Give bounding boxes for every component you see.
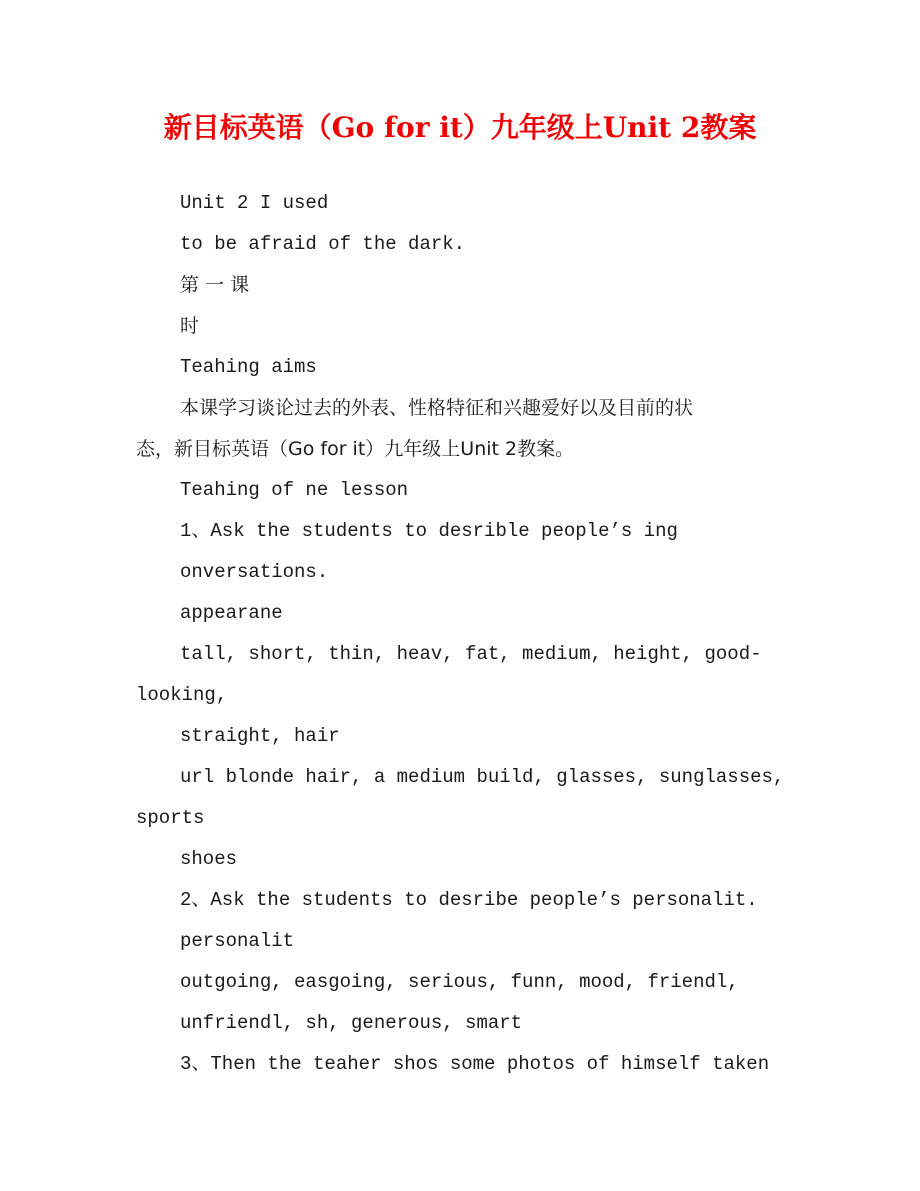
body-line: onversations.	[180, 561, 329, 583]
body-line: unfriendl, sh, generous, smart	[180, 1012, 523, 1034]
body-line: Unit 2 I used	[180, 192, 329, 214]
body-line: 态，新目标英语（Go for it）九年级上Unit 2教案。	[136, 438, 575, 460]
body-line: 本课学习谈论过去的外表、性格特征和兴趣爱好以及目前的状	[180, 397, 694, 419]
body-line: to be afraid of the dark.	[180, 233, 466, 255]
body-line: 1、Ask the students to desrible people’s ing	[180, 520, 678, 542]
body-line: looking,	[136, 684, 228, 706]
document-body	[136, 183, 786, 1085]
body-line: Teahing of ne lesson	[180, 479, 409, 501]
body-line: tall, short, thin, heav, fat, medium, height, good-	[180, 643, 762, 665]
document-title: 新目标英语（Go for it）九年级上Unit 2教案	[163, 111, 757, 144]
body-line: straight, hair	[180, 725, 340, 747]
body-line: appearane	[180, 602, 283, 624]
body-line: 2、Ask the students to desribe people’s personalit.	[180, 889, 758, 911]
body-line: 3、Then the teaher shos some photos of himself taken	[180, 1053, 770, 1075]
body-line: 第 一 课	[180, 274, 250, 296]
body-line: outgoing, easgoing, serious, funn, mood, friendl,	[180, 971, 739, 993]
body-line: personalit	[180, 930, 295, 952]
body-line: 时	[180, 315, 200, 337]
body-line: Teahing aims	[180, 356, 317, 378]
body-line: sports	[136, 807, 205, 829]
body-line: url blonde hair, a medium build, glasses, sunglasses,	[180, 766, 785, 788]
body-line: shoes	[180, 848, 238, 870]
